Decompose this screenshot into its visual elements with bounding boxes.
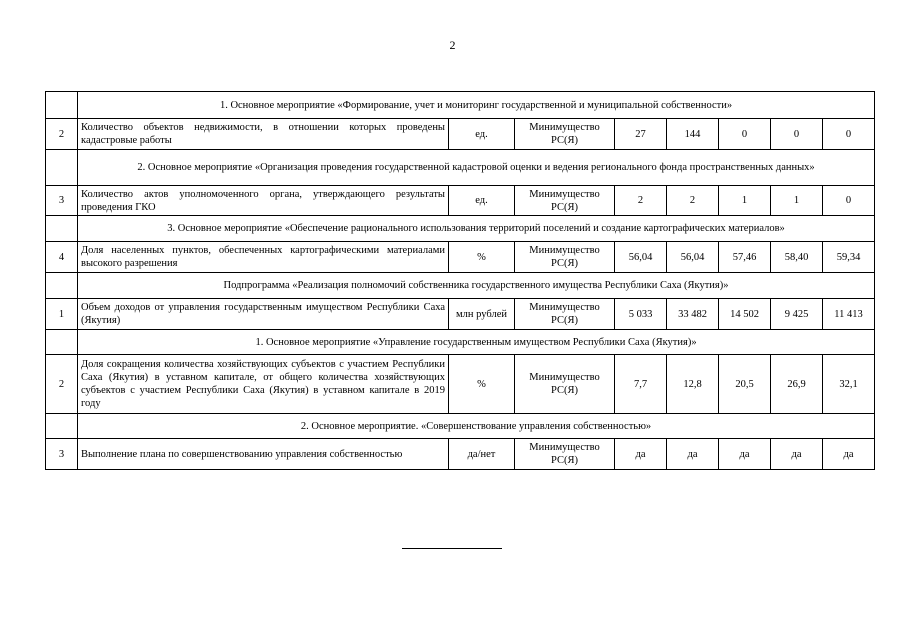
value-cell: 58,40: [771, 242, 823, 273]
value-cell: да: [719, 439, 771, 470]
footer-divider: [402, 548, 502, 549]
indicator-description: Выполнение плана по совершенствованию управления собственностью: [78, 439, 449, 470]
value-cell: 56,04: [667, 242, 719, 273]
row-number: 4: [46, 242, 78, 273]
section-number-cell: [46, 330, 78, 355]
value-cell: 0: [719, 119, 771, 150]
section-title: Подпрограмма «Реализация полномочий собственника государственного имущества Республики Саха (Якутия)»: [78, 273, 875, 299]
section-title: 2. Основное мероприятие «Организация проведения государственной кадастровой оценки и ведения регионального фонда пространственных данных»: [78, 150, 875, 186]
unit-of-measure: да/нет: [449, 439, 515, 470]
responsible-body: Минимущество РС(Я): [515, 242, 615, 273]
table-row: [46, 439, 875, 470]
section-title: 3. Основное мероприятие «Обеспечение рационального использования территорий поселений и создание картографических материалов»: [78, 216, 875, 242]
value-cell: 27: [615, 119, 667, 150]
section-row: [46, 414, 875, 439]
value-cell: 33 482: [667, 299, 719, 330]
indicator-description: Доля населенных пунктов, обеспеченных картографическими материалами высокого разрешения: [78, 242, 449, 273]
table-row: [46, 299, 875, 330]
section-title: 1. Основное мероприятие «Управление государственным имуществом Республики Саха (Якутия)»: [78, 330, 875, 355]
value-cell: 0: [823, 186, 875, 216]
indicator-description: Количество актов уполномоченного органа, утверждающего результаты проведения ГКО: [78, 186, 449, 216]
value-cell: 26,9: [771, 355, 823, 414]
value-cell: да: [615, 439, 667, 470]
value-cell: 11 413: [823, 299, 875, 330]
value-cell: 1: [719, 186, 771, 216]
row-number: 3: [46, 439, 78, 470]
unit-of-measure: ед.: [449, 119, 515, 150]
value-cell: 20,5: [719, 355, 771, 414]
section-number-cell: [46, 273, 78, 299]
value-cell: да: [667, 439, 719, 470]
value-cell: 1: [771, 186, 823, 216]
value-cell: 32,1: [823, 355, 875, 414]
row-number: 2: [46, 119, 78, 150]
table-row: [46, 355, 875, 414]
responsible-body: Минимущество РС(Я): [515, 119, 615, 150]
row-number: 2: [46, 355, 78, 414]
section-number-cell: [46, 414, 78, 439]
value-cell: 14 502: [719, 299, 771, 330]
section-number-cell: [46, 150, 78, 186]
table-row: [46, 119, 875, 150]
value-cell: 7,7: [615, 355, 667, 414]
section-row: [46, 92, 875, 119]
page-number: 2: [449, 38, 456, 52]
value-cell: 0: [771, 119, 823, 150]
indicator-description: Доля сокращения количества хозяйствующих субъектов с участием Республики Саха (Якутия) в уставном капитале, от общего количества хозяйствующих субъектов с участием Республики Саха (Якутия) в уставном капитале в 2019 году: [78, 355, 449, 414]
section-number-cell: [46, 92, 78, 119]
value-cell: 56,04: [615, 242, 667, 273]
indicators-table: [45, 91, 875, 470]
value-cell: 2: [615, 186, 667, 216]
value-cell: да: [823, 439, 875, 470]
unit-of-measure: ед.: [449, 186, 515, 216]
responsible-body: Минимущество РС(Я): [515, 355, 615, 414]
responsible-body: Минимущество РС(Я): [515, 299, 615, 330]
table-row: [46, 186, 875, 216]
responsible-body: Минимущество РС(Я): [515, 439, 615, 470]
responsible-body: Минимущество РС(Я): [515, 186, 615, 216]
indicator-description: Количество объектов недвижимости, в отношении которых проведены кадастровые работы: [78, 119, 449, 150]
section-title: 1. Основное мероприятие «Формирование, учет и мониторинг государственной и муниципальной собственности»: [78, 92, 875, 119]
value-cell: 144: [667, 119, 719, 150]
section-row: [46, 150, 875, 186]
value-cell: 12,8: [667, 355, 719, 414]
value-cell: 2: [667, 186, 719, 216]
row-number: 1: [46, 299, 78, 330]
section-title: 2. Основное мероприятие. «Совершенствование управления собственностью»: [78, 414, 875, 439]
section-row: [46, 216, 875, 242]
unit-of-measure: млн рублей: [449, 299, 515, 330]
row-number: 3: [46, 186, 78, 216]
value-cell: 57,46: [719, 242, 771, 273]
section-number-cell: [46, 216, 78, 242]
value-cell: 0: [823, 119, 875, 150]
value-cell: 9 425: [771, 299, 823, 330]
unit-of-measure: %: [449, 242, 515, 273]
section-row: [46, 273, 875, 299]
value-cell: да: [771, 439, 823, 470]
unit-of-measure: %: [449, 355, 515, 414]
table-row: [46, 242, 875, 273]
value-cell: 5 033: [615, 299, 667, 330]
section-row: [46, 330, 875, 355]
value-cell: 59,34: [823, 242, 875, 273]
indicator-description: Объем доходов от управления государственным имуществом Республики Саха (Якутия): [78, 299, 449, 330]
